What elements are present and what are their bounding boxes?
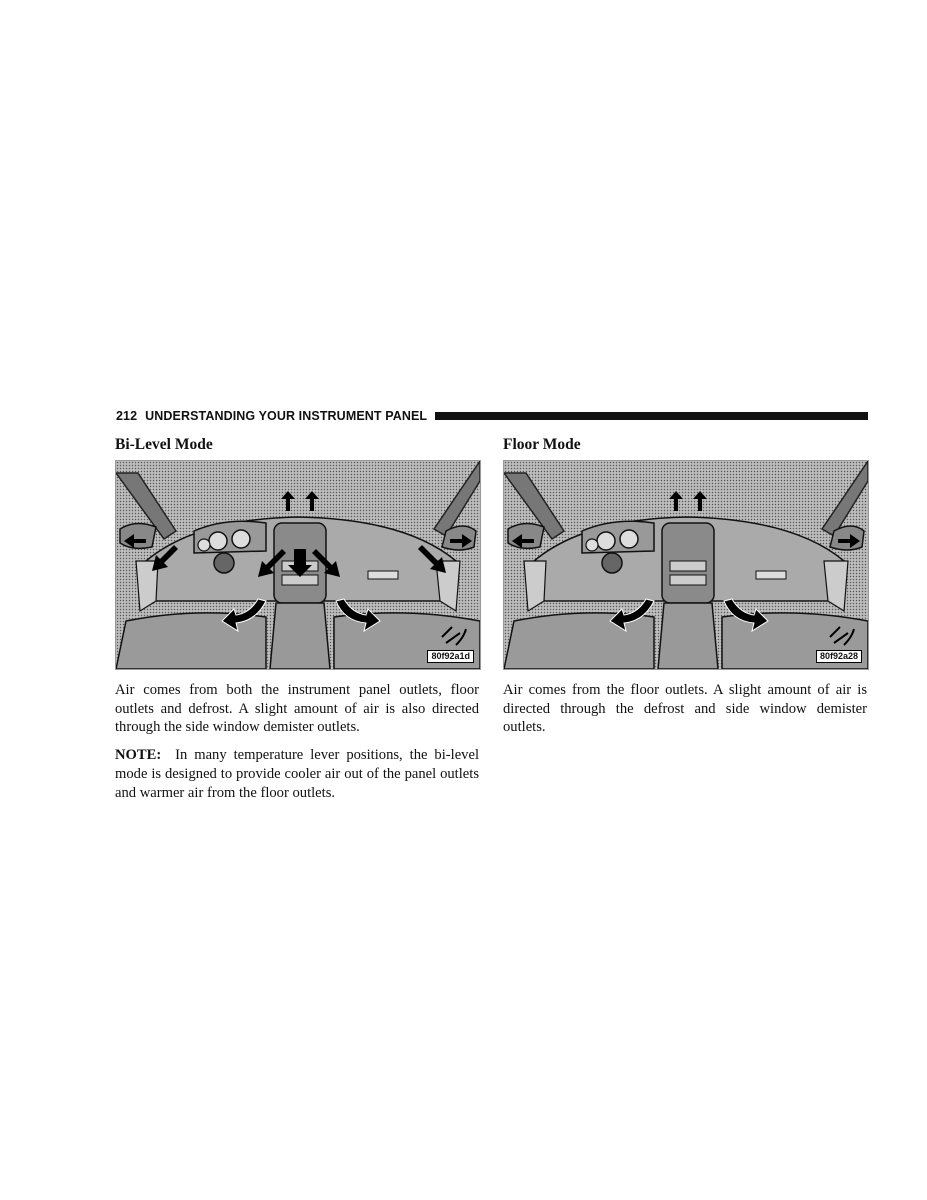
- bilevel-section: [115, 436, 479, 802]
- note-label: NOTE:: [115, 747, 162, 764]
- bilevel-illustration: [115, 460, 481, 670]
- floor-section: [503, 436, 867, 737]
- floor-illustration: [503, 460, 869, 670]
- header-rule: [435, 412, 868, 420]
- bilevel-heading: Bi-Level Mode: [115, 436, 213, 453]
- header-title: UNDERSTANDING YOUR INSTRUMENT PANEL: [145, 409, 428, 423]
- page-header: [116, 408, 868, 424]
- floor-description: Air comes from the floor outlets. A slight amount of air is directed through the defrost and side window demister outlets.: [503, 682, 867, 736]
- floor-heading: Floor Mode: [503, 436, 581, 453]
- page-number: 212: [116, 409, 138, 423]
- floor-dashboard-drawing: [504, 461, 868, 669]
- note-text: In many temperature lever positions, the bi-level mode is designed to provide cooler air out of the panel outlets and warmer air from the floor outlets.: [115, 747, 479, 801]
- bilevel-description: Air comes from both the instrument panel outlets, floor outlets and defrost. A slight amount of air is also directed through the side window demister outlets.: [115, 682, 479, 736]
- floor-figure-code: 80f92a28: [816, 650, 862, 663]
- bilevel-figure-code: 80f92a1d: [427, 650, 474, 663]
- bilevel-dashboard-drawing: [116, 461, 480, 669]
- bilevel-note: [115, 746, 479, 802]
